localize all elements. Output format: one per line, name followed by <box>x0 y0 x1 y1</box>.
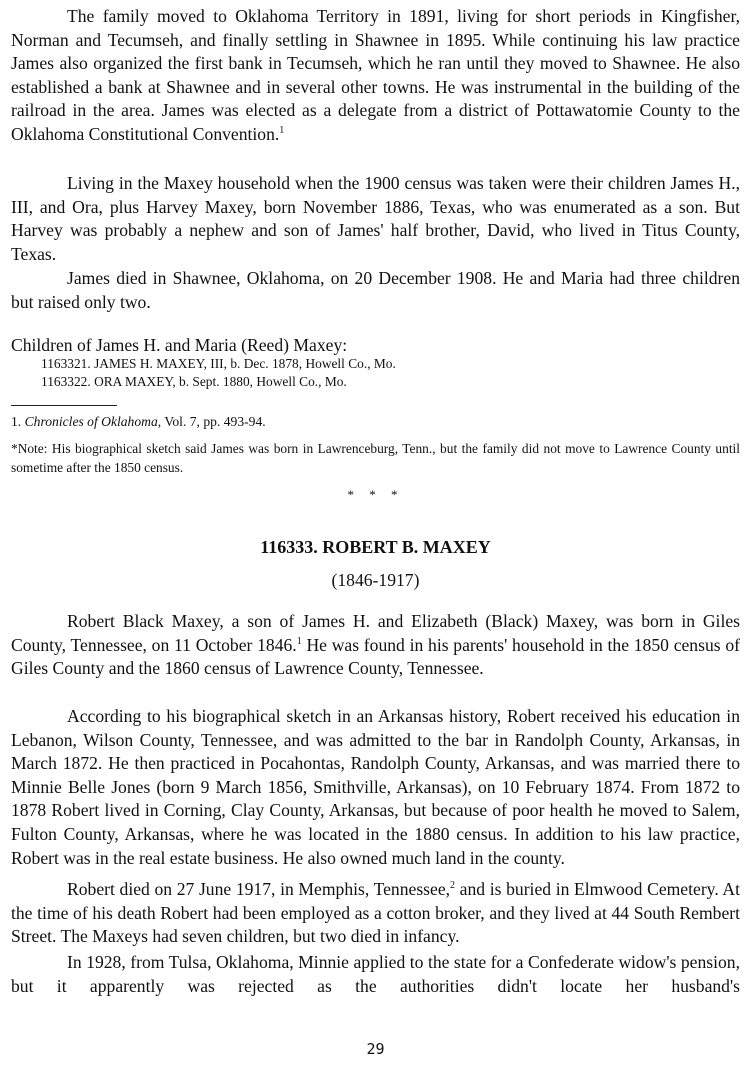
child-entry: 1163321. JAMES H. MAXEY, III, b. Dec. 1878, Howell Co., Mo. <box>41 356 396 371</box>
paragraph-robert-death <box>11 878 740 949</box>
footnote-ref: 1 <box>296 635 302 647</box>
paragraph-james-death: James died in Shawnee, Oklahoma, on 20 December 1908. He and Maria had three children but raised only two. <box>11 268 740 312</box>
page-number: 29 <box>366 1040 385 1058</box>
paragraph-robert-birth <box>11 610 740 681</box>
paragraph-widow-pension: In 1928, from Tulsa, Oklahoma, Minnie applied to the state for a Confederate widow's pension, but it apparently was rejected as the authorities didn't locate her husband's <box>11 952 740 996</box>
note-text: *Note: His biographical sketch said James was born in Lawrenceburg, Tenn., but the family did not move to Lawrence County until sometime after the 1850 census. <box>11 441 740 475</box>
paragraph-text: The family moved to Oklahoma Territory in 1891, living for short periods in Kingfisher, Norman and Tecumseh, and finally settling in Shawnee in 1895. While continuing his law practice James also organized the first bank in Tecumseh, which he ran until they moved to Shawnee. He also established a bank at Shawnee and in several other towns. He was instrumental in the building of the railroad in the area. James was elected as a delegate from a district of Pottawatomie County to the Oklahoma Constitutional Convention. <box>11 6 740 144</box>
paragraph-oklahoma-territory <box>11 5 740 147</box>
section-heading: 116333. ROBERT B. MAXEY <box>260 537 491 557</box>
section-separator: * * * <box>347 487 404 502</box>
paragraph-text: He was found in his parents' household in the 1850 census of Giles County and the 1860 census of Lawrence County, Tennessee. <box>11 634 740 679</box>
paragraph-text: and is buried in Elmwood Cemetery. At the time of his death Robert had been employed as a cotton broker, and they lived at 44 South Rembert Street. The Maxeys had seven children, but two died in infancy. <box>11 879 740 947</box>
footnote-citation: , Vol. 7, pp. 493-94. <box>157 414 266 429</box>
footnote-ref: 1 <box>279 125 285 137</box>
section-dates: (1846-1917) <box>331 570 420 590</box>
footnote-title: Chronicles of Oklahoma <box>24 414 158 429</box>
paragraph-biographical-sketch: According to his biographical sketch in an Arkansas history, Robert received his education in Lebanon, Wilson County, Tennessee, and was admitted to the bar in Randolph County, Arkansas, in March 1872. He then practiced in Pocahontas, Randolph County, Arkansas, and was married there to Minnie Belle Jones (born 9 March 1856, Smithville, Arkansas), on 10 February 1874. From 1872 to 1878 Robert lived in Corning, Clay County, Arkansas, but because of poor health he moved to Salem, Fulton County, Arkansas, where he was located in the 1880 census. In addition to his law practice, Robert was in the real estate business. He also owned much land in the county. <box>11 706 740 868</box>
footnote-number: 1. <box>11 414 22 429</box>
paragraph-text: Robert Black Maxey, a son of James H. and Elizabeth (Black) Maxey, was born in Giles County, Tennessee, on 11 October 1846. <box>11 611 740 655</box>
footnote <box>11 413 266 431</box>
footnote-divider <box>11 405 117 406</box>
child-entry: 1163322. ORA MAXEY, b. Sept. 1880, Howell Co., Mo. <box>41 374 347 389</box>
children-heading: Children of James H. and Maria (Reed) Maxey: <box>11 335 348 355</box>
paragraph-1900-census: Living in the Maxey household when the 1900 census was taken were their children James H., III, and Ora, plus Harvey Maxey, born November 1886, Texas, who was enumerated as a son. But Harvey was probably a nephew and son of James' half brother, David, who lived in Titus County, Texas. <box>11 173 740 264</box>
paragraph-text: Robert died on 27 June 1917, in Memphis, Tennessee, <box>67 879 451 899</box>
footnote-ref: 2 <box>450 880 456 892</box>
